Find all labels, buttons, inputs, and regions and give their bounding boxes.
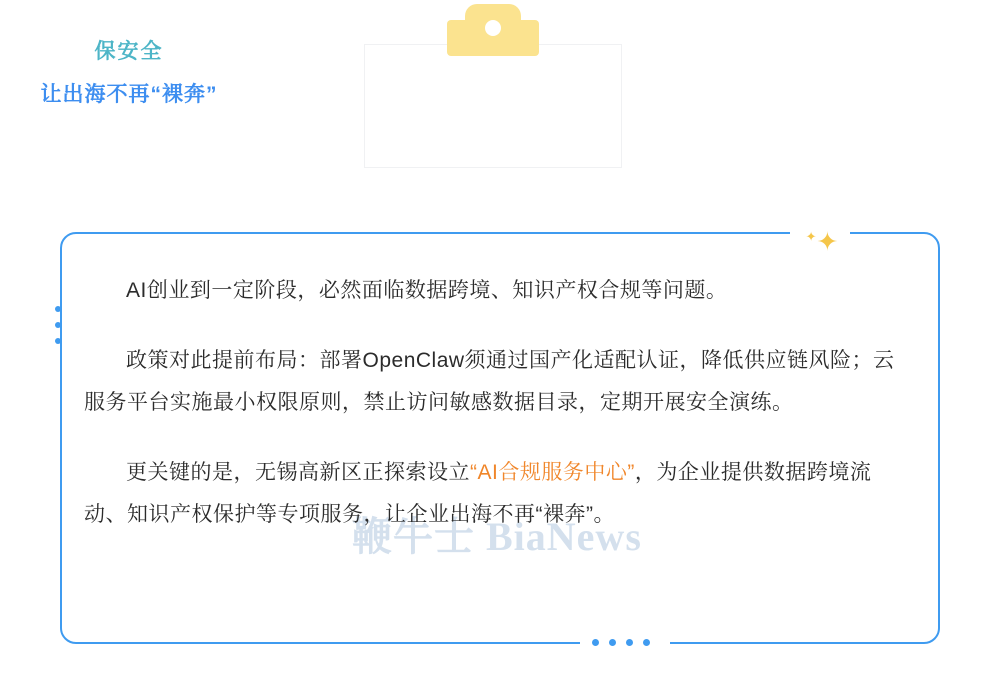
dot	[55, 338, 61, 344]
bottom-dots-decoration	[592, 639, 650, 646]
paragraph-2: 政策对此提前布局：部署OpenClaw须通过国产化适配认证，降低供应链风险；云服务平台实施最小权限原则，禁止访问敏感数据目录，定期开展安全演练。	[84, 349, 895, 414]
sparkle-icon: ✦✦	[805, 226, 839, 257]
paragraph-1: AI创业到一定阶段，必然面临数据跨境、知识产权合规等问题。	[126, 279, 728, 302]
paragraph-3-highlight: “AI合规服务中心”	[470, 461, 635, 484]
header-title-line2: 让出海不再“裸奔”	[40, 83, 218, 106]
dot	[592, 639, 599, 646]
paragraph-3-tail: ，为企业提供数据跨境流动、知识产权保护等专项服务，让企业出海不再“裸奔”。	[84, 461, 872, 526]
dot	[55, 322, 61, 328]
dot	[643, 639, 650, 646]
dot	[626, 639, 633, 646]
article-body	[84, 270, 902, 536]
watermark: 鞭牛士 BiaNews	[352, 514, 642, 559]
header-title-line1: 保安全	[94, 40, 164, 63]
paragraph-3	[84, 452, 902, 536]
paragraph-3-lead: 更关键的是，无锡高新区正探索设立	[126, 461, 470, 484]
header-card	[364, 44, 622, 168]
paper-clip-icon	[447, 4, 539, 56]
dot	[55, 306, 61, 312]
left-dots-decoration	[55, 306, 61, 344]
dot	[609, 639, 616, 646]
clip-hole-shape	[485, 20, 501, 36]
